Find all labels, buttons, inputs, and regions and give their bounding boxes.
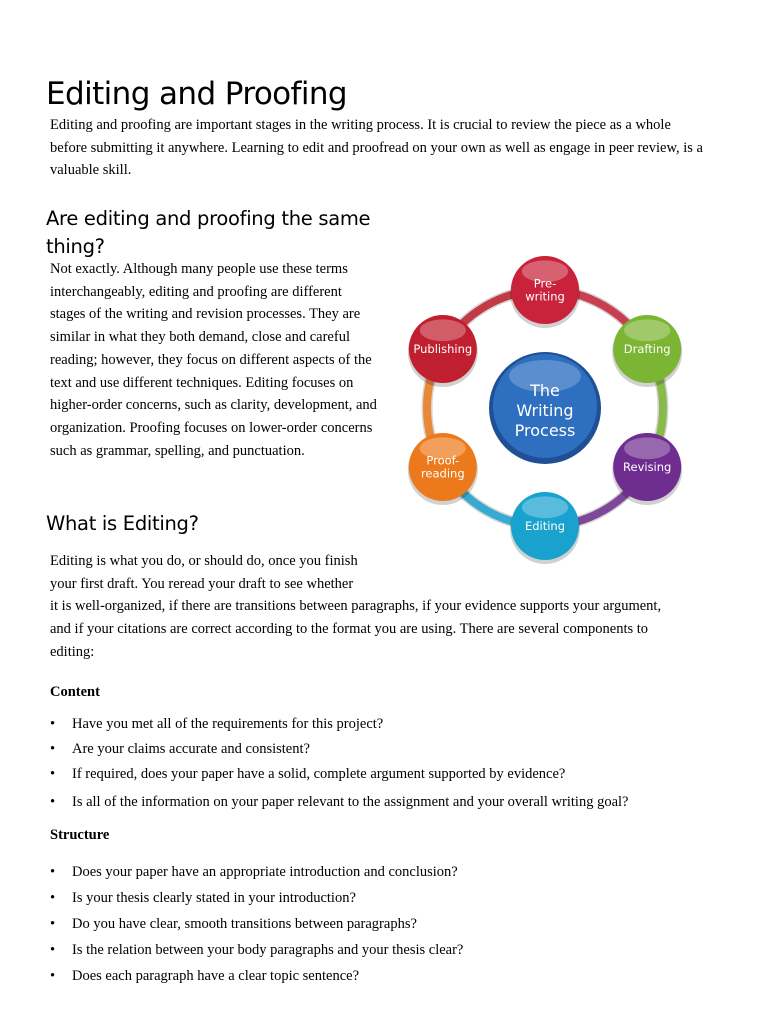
- list-item: • If required, does your paper have a solid, complete argument supported by evidence?: [50, 766, 730, 794]
- process-step-node: [510, 256, 580, 328]
- center-line-3: Process: [514, 421, 576, 440]
- process-step-node: [408, 433, 478, 505]
- center-line-1: The: [530, 381, 560, 400]
- node-highlight: [420, 319, 466, 341]
- node-label: writing: [525, 289, 565, 304]
- center-line-2: Writing: [516, 401, 574, 420]
- node-label: Editing: [524, 519, 566, 533]
- node-highlight: [624, 437, 670, 459]
- list-item: • Is your thesis clearly stated in your introduction?: [50, 890, 730, 916]
- list-item: • Does each paragraph have a clear topic sentence?: [50, 968, 730, 994]
- list-item: • Is all of the information on your paper relevant to the assignment and your overall writing goal?: [50, 794, 730, 819]
- list-item: • Do you have clear, smooth transitions between paragraphs?: [50, 916, 730, 942]
- structure-checklist: [50, 864, 730, 994]
- structure-subheading: Structure: [50, 827, 110, 843]
- node-highlight: [624, 319, 670, 341]
- node-label: Pre-: [533, 276, 557, 291]
- writing-process-diagram: [388, 230, 706, 582]
- editing-body-part-2: it is well-organized, if there are transitions between paragraphs, if your evidence supports your argument, and if your citations are correct according to the format you are using. There are several components to editing:: [50, 598, 662, 660]
- node-label: Proof-: [426, 453, 460, 468]
- intro-paragraph: Editing and proofing are important stages in the writing process. It is crucial to review the piece as a whole before submitting it anywhere. Learning to edit and proofread on your own as well as engage in peer review, is a valuable skill.: [50, 117, 703, 179]
- editing-body-part-1: Editing is what you do, or should do, once you finish your first draft. You reread your draft to see whether: [50, 553, 358, 592]
- process-step-node: [408, 315, 478, 387]
- what-is-editing-paragraph: [50, 550, 668, 664]
- section-heading-what-is-editing: What is Editing?: [46, 512, 199, 535]
- node-highlight: [522, 496, 568, 518]
- node-label: reading: [420, 466, 465, 481]
- node-label: Drafting: [623, 342, 671, 356]
- page-title: Editing and Proofing: [46, 76, 347, 112]
- node-label: Publishing: [413, 342, 473, 356]
- process-step-node: [612, 315, 682, 387]
- list-item: • Have you met all of the requirements for this project?: [50, 716, 730, 741]
- section-heading-same-thing: Are editing and proofing the same thing?: [46, 207, 371, 258]
- list-item: • Are your claims accurate and consistent?: [50, 741, 730, 766]
- node-label: Revising: [623, 460, 672, 474]
- list-item: • Is the relation between your body paragraphs and your thesis clear?: [50, 942, 730, 968]
- same-thing-paragraph: Not exactly. Although many people use these terms interchangeably, editing and proofing are different stages of the writing and revision processes. They are similar in what they both demand, close and careful reading; however, they focus on different aspects of the text and use different techniques. Editing focuses on higher-order concerns, such as clarity, development, and organization. Proofing focuses on lower-order concerns such as grammar, spelling, and punctuation.: [50, 261, 377, 459]
- process-step-node: [612, 433, 682, 505]
- list-item: • Does your paper have an appropriate introduction and conclusion?: [50, 864, 730, 890]
- writing-process-center: [489, 352, 601, 464]
- content-checklist: [50, 716, 730, 819]
- content-subheading: Content: [50, 684, 100, 700]
